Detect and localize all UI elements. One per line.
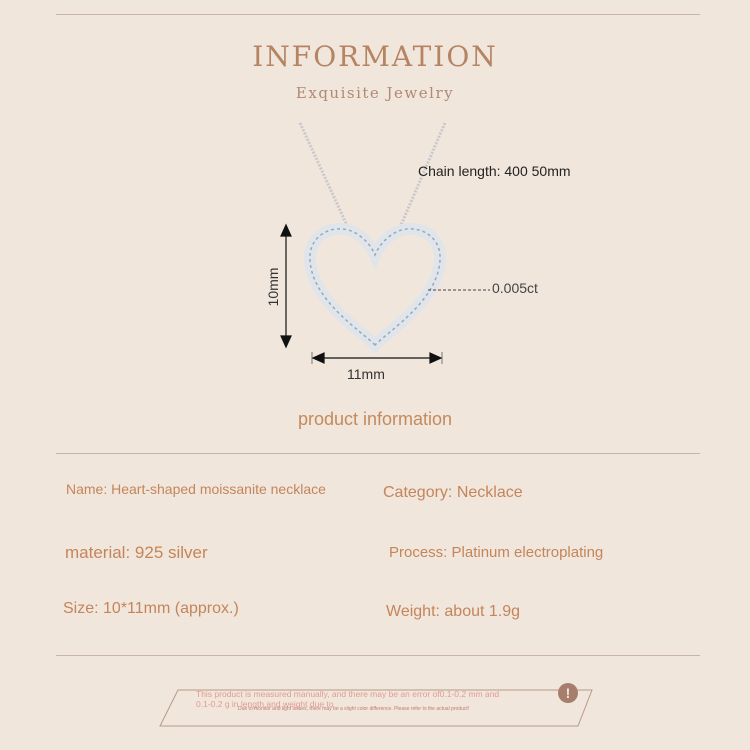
info-weight: Weight: about 1.9g xyxy=(386,603,521,620)
info-name: Name: Heart-shaped moissanite necklace xyxy=(66,481,326,497)
info-size: Size: 10*11mm (approx.) xyxy=(63,600,239,617)
disclaimer-note: Due to monitor and light issues, there may be a slight color difference. Please refer to the actual product! xyxy=(238,706,470,712)
carat-label: 0.005ct xyxy=(492,280,538,296)
height-label: 10mm xyxy=(265,267,281,307)
width-label: 11mm xyxy=(347,366,385,382)
info-material: material: 925 silver xyxy=(65,543,208,562)
section-title: product information xyxy=(297,409,453,429)
disclaimer-text: This product is measured manually, and there may be an error of0.1-0.2 mm and 0.1-0.2 g in length and weight due to xyxy=(196,689,500,709)
exclamation-circle-icon: ! xyxy=(558,683,578,703)
info-process: Process: Platinum electroplating xyxy=(389,544,604,561)
chain-length-label: Chain length: 400 50mm xyxy=(418,163,571,179)
page-subtitle: Exquisite Jewelry xyxy=(295,84,455,102)
page-title: INFORMATION xyxy=(252,40,498,73)
info-category: Category: Necklace xyxy=(383,484,523,501)
